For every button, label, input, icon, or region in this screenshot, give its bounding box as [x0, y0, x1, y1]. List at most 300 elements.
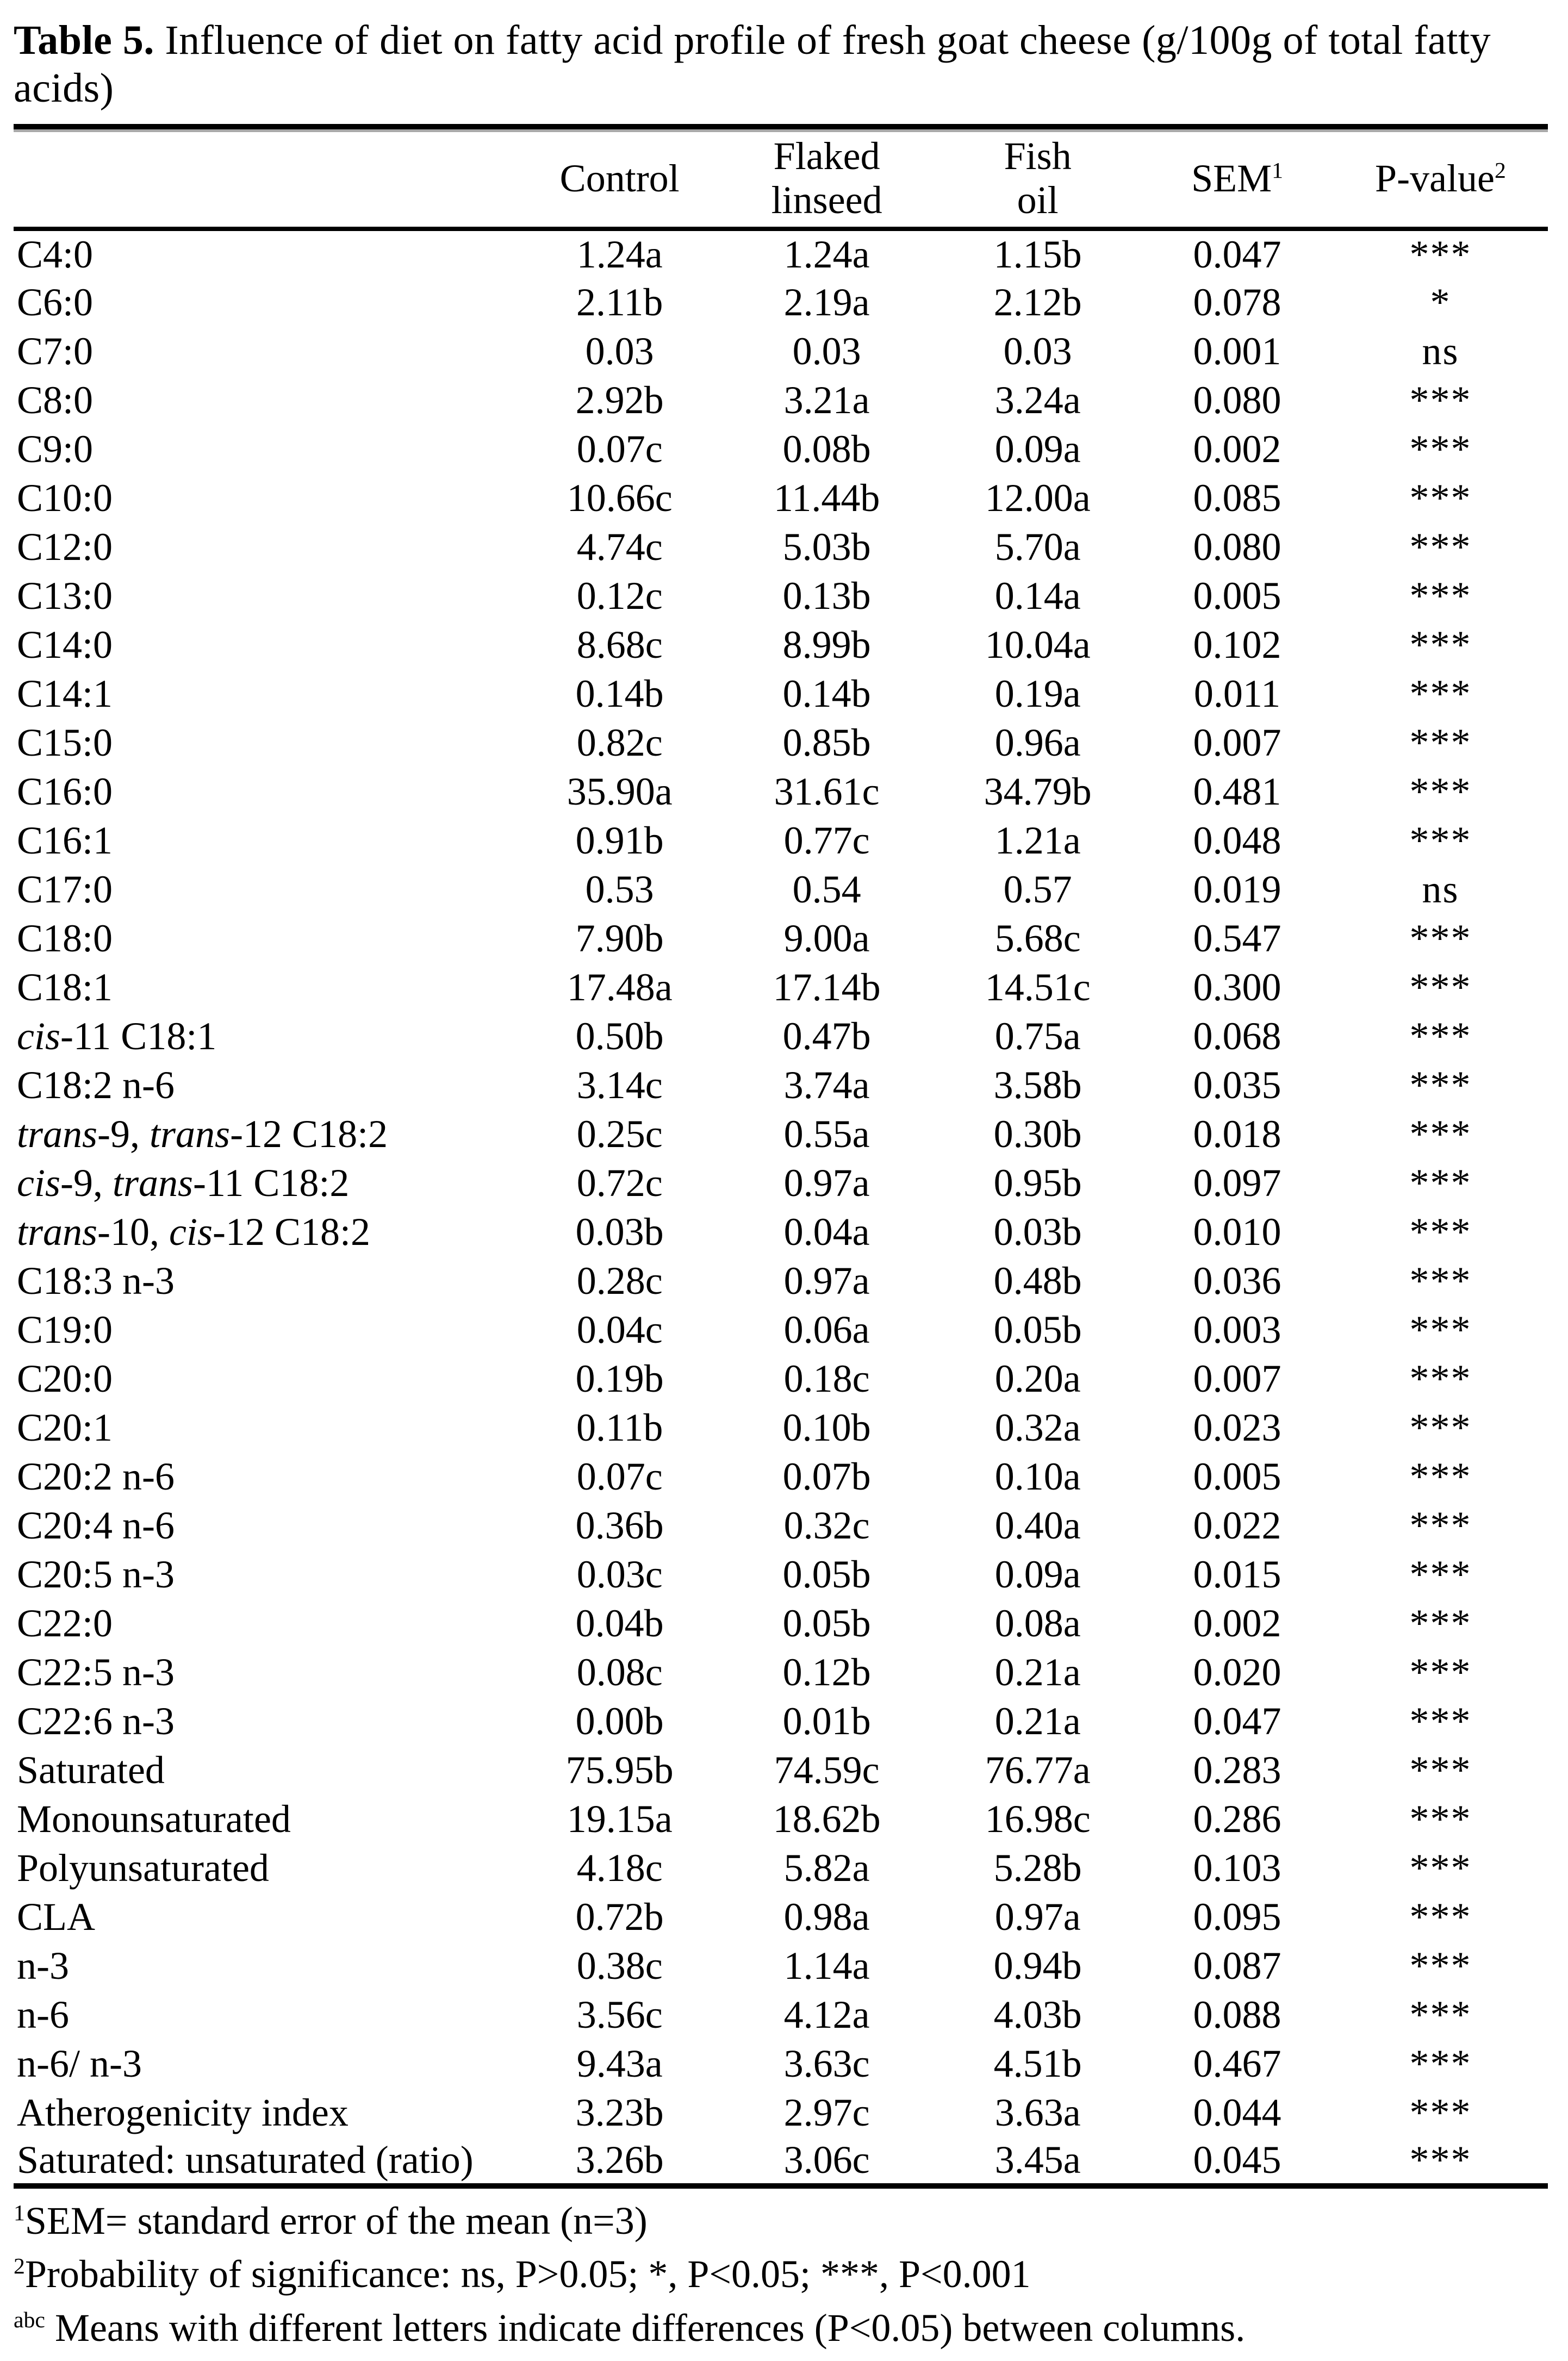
value-cell: 0.007 — [1193, 720, 1281, 764]
value-cell: 0.72b — [575, 1895, 664, 1939]
value-cell: 0.015 — [1193, 1552, 1281, 1596]
value-cell: 0.035 — [1193, 1063, 1281, 1107]
value-cell: 1.21a — [994, 818, 1081, 862]
value-cell: 0.48b — [993, 1259, 1082, 1303]
pvalue-cell: ns — [1422, 329, 1459, 373]
footnote-text: SEM= standard error of the mean (n=3) — [24, 2198, 648, 2242]
value-cell: 0.283 — [1193, 1748, 1281, 1792]
value-cell: 3.23b — [575, 2090, 664, 2134]
value-cell: 0.05b — [782, 1601, 871, 1645]
value-cell: 0.088 — [1193, 1992, 1281, 2036]
table-body — [14, 229, 1548, 2186]
table-row — [14, 474, 1548, 522]
value-cell: 0.97a — [994, 1895, 1081, 1939]
value-cell: 0.08b — [782, 427, 871, 471]
value-cell: 0.77c — [783, 818, 870, 862]
value-cell: 8.99b — [782, 622, 871, 666]
value-cell: 0.044 — [1193, 2090, 1281, 2134]
value-cell: 0.03 — [585, 329, 654, 373]
pvalue-cell: *** — [1409, 1552, 1472, 1596]
value-cell: 0.045 — [1193, 2138, 1281, 2182]
value-cell: 4.74c — [576, 525, 663, 569]
value-cell: 0.08c — [576, 1650, 663, 1694]
value-cell: 0.286 — [1193, 1797, 1281, 1841]
col-header-sem: SEM$^1$ — [1191, 156, 1283, 200]
col-header-p-value: P-value$^2$ — [1375, 156, 1506, 200]
value-cell: 0.18c — [783, 1356, 870, 1400]
table-row — [14, 522, 1548, 571]
value-cell: 0.087 — [1193, 1943, 1281, 1988]
value-cell: 0.13b — [782, 574, 871, 618]
pvalue-cell: *** — [1409, 1943, 1472, 1988]
value-cell: 0.96a — [994, 720, 1081, 764]
value-cell: 17.14b — [773, 965, 881, 1009]
value-cell: 0.019 — [1193, 867, 1281, 911]
row-label-cell: C18:3 n-3 — [17, 1259, 175, 1303]
value-cell: 19.15a — [567, 1797, 673, 1841]
footnote — [14, 2306, 1548, 2351]
pvalue-cell: *** — [1409, 1259, 1472, 1303]
value-cell: 1.15b — [993, 232, 1082, 276]
pvalue-cell: *** — [1409, 1992, 1472, 2036]
value-cell: 0.005 — [1193, 1454, 1281, 1498]
footnote-superscript: 2 — [14, 2254, 25, 2279]
value-cell: 3.26b — [575, 2138, 664, 2182]
value-cell: 2.11b — [576, 280, 663, 324]
row-label-cell: C20:2 n-6 — [17, 1454, 175, 1498]
value-cell: 0.036 — [1193, 1259, 1281, 1303]
value-cell: 2.97c — [783, 2090, 870, 2134]
pvalue-cell: *** — [1409, 1601, 1472, 1645]
value-cell: 0.07b — [782, 1454, 871, 1498]
pvalue-cell: *** — [1409, 1210, 1472, 1254]
table-header-row — [14, 132, 1548, 228]
value-cell: 0.06a — [783, 1307, 870, 1351]
table-row — [14, 1061, 1548, 1110]
value-cell: 0.010 — [1193, 1210, 1281, 1254]
value-cell: 0.001 — [1193, 329, 1281, 373]
row-label-cell: Saturated: unsaturated (ratio) — [17, 2138, 474, 2182]
col-header-fish-oil: Fish oil — [1004, 134, 1072, 222]
value-cell: 0.03b — [575, 1210, 664, 1254]
value-cell: 0.095 — [1193, 1895, 1281, 1939]
value-cell: 0.003 — [1193, 1307, 1281, 1351]
table-row — [14, 914, 1548, 963]
value-cell: 35.90a — [567, 769, 673, 813]
value-cell: 3.06c — [783, 2138, 870, 2182]
value-cell: 4.51b — [993, 2041, 1082, 2085]
value-cell: 34.79b — [984, 769, 1092, 813]
table-row — [14, 1110, 1548, 1158]
row-label-cell: C6:0 — [17, 280, 94, 324]
row-label-cell: C20:1 — [17, 1405, 113, 1449]
row-label-cell: CLA — [17, 1895, 95, 1939]
value-cell: 31.61c — [774, 769, 880, 813]
row-label-cell: n-6/ n-3 — [17, 2041, 142, 2085]
table-row — [14, 1012, 1548, 1061]
value-cell: 0.03c — [576, 1552, 663, 1596]
value-cell: 3.58b — [993, 1063, 1082, 1107]
value-cell: 11.44b — [773, 476, 880, 520]
table-row — [14, 620, 1548, 669]
value-cell: 0.022 — [1193, 1503, 1281, 1547]
value-cell: 0.97a — [783, 1259, 870, 1303]
value-cell: 0.98a — [783, 1895, 870, 1939]
value-cell: 0.09a — [994, 427, 1081, 471]
row-label-cell: n-3 — [17, 1943, 69, 1988]
col-header-control: Control — [559, 156, 680, 200]
table-row — [14, 2039, 1548, 2088]
table-row — [14, 1599, 1548, 1648]
value-cell: 0.32a — [994, 1405, 1081, 1449]
row-label-cell: trans-10, cis-12 C18:2 — [17, 1210, 371, 1254]
row-label-cell: C10:0 — [17, 476, 113, 520]
table-row — [14, 1501, 1548, 1550]
row-label-cell: C20:5 n-3 — [17, 1552, 175, 1596]
value-cell: 0.50b — [575, 1014, 664, 1058]
value-cell: 0.007 — [1193, 1356, 1281, 1400]
value-cell: 76.77a — [985, 1748, 1091, 1792]
value-cell: 0.97a — [783, 1161, 870, 1205]
table-row — [14, 425, 1548, 474]
value-cell: 0.078 — [1193, 280, 1281, 324]
value-cell: 0.080 — [1193, 378, 1281, 422]
pvalue-cell: *** — [1409, 1014, 1472, 1058]
value-cell: 0.53 — [585, 867, 654, 911]
value-cell: 3.45a — [994, 2138, 1081, 2182]
value-cell: 14.51c — [985, 965, 1091, 1009]
value-cell: 0.103 — [1193, 1846, 1281, 1890]
table-row — [14, 1452, 1548, 1501]
pvalue-cell: *** — [1409, 769, 1472, 813]
value-cell: 0.01b — [782, 1699, 871, 1743]
pvalue-cell: *** — [1409, 1063, 1472, 1107]
row-label-cell: C22:0 — [17, 1601, 113, 1645]
value-cell: 0.85b — [782, 720, 871, 764]
value-cell: 0.023 — [1193, 1405, 1281, 1449]
value-cell: 2.12b — [993, 280, 1082, 324]
table-row — [14, 327, 1548, 376]
value-cell: 0.07c — [576, 427, 663, 471]
value-cell: 0.14a — [994, 574, 1081, 618]
table-caption — [14, 16, 1548, 112]
row-label-cell: C14:0 — [17, 622, 113, 666]
value-cell: 0.011 — [1193, 671, 1281, 715]
row-label-cell: trans-9, trans-12 C18:2 — [17, 1112, 388, 1156]
table-row — [14, 865, 1548, 914]
row-label-cell: C22:5 n-3 — [17, 1650, 175, 1694]
pvalue-cell: *** — [1409, 2138, 1472, 2182]
value-cell: 0.05b — [782, 1552, 871, 1596]
value-cell: 0.47b — [782, 1014, 871, 1058]
value-cell: 5.03b — [782, 525, 871, 569]
table-row — [14, 376, 1548, 425]
table-row — [14, 571, 1548, 620]
value-cell: 0.005 — [1193, 574, 1281, 618]
value-cell: 0.08a — [994, 1601, 1081, 1645]
value-cell: 0.09a — [994, 1552, 1081, 1596]
table-caption-number: Table 5. — [14, 17, 154, 63]
pvalue-cell: *** — [1409, 622, 1472, 666]
table-row — [14, 1158, 1548, 1207]
pvalue-cell: *** — [1409, 232, 1472, 276]
row-label-cell: C18:0 — [17, 916, 113, 960]
value-cell: 1.24a — [783, 232, 870, 276]
value-cell: 0.20a — [994, 1356, 1081, 1400]
value-cell: 0.002 — [1193, 1601, 1281, 1645]
row-label-cell: Atherogenicity index — [17, 2090, 349, 2134]
table-row — [14, 2137, 1548, 2186]
row-label-cell: C17:0 — [17, 867, 113, 911]
table-row — [14, 963, 1548, 1012]
value-cell: 0.30b — [993, 1112, 1082, 1156]
table-row — [14, 1550, 1548, 1599]
pvalue-cell: *** — [1409, 1454, 1472, 1498]
value-cell: 0.14b — [782, 671, 871, 715]
row-label-cell: C13:0 — [17, 574, 113, 618]
row-label-cell: C7:0 — [17, 329, 94, 373]
row-label-cell: Saturated — [17, 1748, 165, 1792]
pvalue-cell: *** — [1409, 2090, 1472, 2134]
value-cell: 0.018 — [1193, 1112, 1281, 1156]
row-label-cell: C20:0 — [17, 1356, 113, 1400]
value-cell: 2.19a — [783, 280, 870, 324]
value-cell: 0.020 — [1193, 1650, 1281, 1694]
fatty-acid-table — [14, 132, 1548, 2188]
table-row — [14, 1697, 1548, 1746]
value-cell: 10.66c — [567, 476, 673, 520]
pvalue-cell: *** — [1409, 1405, 1472, 1449]
value-cell: 0.04b — [575, 1601, 664, 1645]
footnote-superscript: 1 — [14, 2200, 25, 2226]
value-cell: 0.05b — [993, 1307, 1082, 1351]
table-row — [14, 1941, 1548, 1990]
pvalue-cell: *** — [1409, 2041, 1472, 2085]
table-row — [14, 1990, 1548, 2039]
value-cell: 0.080 — [1193, 525, 1281, 569]
table-row — [14, 229, 1548, 278]
footnote — [14, 2198, 1548, 2244]
row-label-cell: C18:2 n-6 — [17, 1063, 175, 1107]
col-header-fatty-acid — [14, 132, 520, 228]
value-cell: 0.38c — [576, 1943, 663, 1988]
value-cell: 3.74a — [783, 1063, 870, 1107]
value-cell: 9.00a — [783, 916, 870, 960]
pvalue-cell: *** — [1409, 671, 1472, 715]
value-cell: 0.21a — [994, 1699, 1081, 1743]
value-cell: 0.32c — [783, 1503, 870, 1547]
value-cell: 0.72c — [576, 1161, 663, 1205]
value-cell: 5.82a — [783, 1846, 870, 1890]
pvalue-cell: *** — [1409, 720, 1472, 764]
row-label-cell: n-6 — [17, 1992, 69, 2036]
value-cell: 0.82c — [576, 720, 663, 764]
value-cell: 0.047 — [1193, 1699, 1281, 1743]
value-cell: 4.12a — [783, 1992, 870, 2036]
table-top-rule — [14, 124, 1548, 129]
value-cell: 0.102 — [1193, 622, 1281, 666]
header-superscript: 1 — [1272, 158, 1283, 183]
pvalue-cell: *** — [1409, 378, 1472, 422]
row-label-cell: Polyunsaturated — [17, 1846, 269, 1890]
pvalue-cell: *** — [1409, 476, 1472, 520]
value-cell: 0.25c — [576, 1112, 663, 1156]
pvalue-cell: *** — [1409, 525, 1472, 569]
table-row — [14, 1648, 1548, 1697]
value-cell: 0.11b — [576, 1405, 663, 1449]
pvalue-cell: *** — [1409, 1112, 1472, 1156]
table-row — [14, 1795, 1548, 1843]
value-cell: 74.59c — [774, 1748, 880, 1792]
pvalue-cell: *** — [1409, 574, 1472, 618]
pvalue-cell: *** — [1409, 1699, 1472, 1743]
pvalue-cell: ns — [1422, 867, 1459, 911]
value-cell: 5.70a — [994, 525, 1081, 569]
value-cell: 0.10b — [782, 1405, 871, 1449]
value-cell: 0.04a — [783, 1210, 870, 1254]
value-cell: 0.085 — [1193, 476, 1281, 520]
table-footnotes — [14, 2198, 1548, 2351]
value-cell: 3.63a — [994, 2090, 1081, 2134]
value-cell: 8.68c — [576, 622, 663, 666]
value-cell: 0.10a — [994, 1454, 1081, 1498]
value-cell: 0.00b — [575, 1699, 664, 1743]
value-cell: 0.547 — [1193, 916, 1281, 960]
value-cell: 0.12b — [782, 1650, 871, 1694]
table-row — [14, 1892, 1548, 1941]
value-cell: 0.047 — [1193, 232, 1281, 276]
table-row — [14, 1256, 1548, 1305]
table-row — [14, 669, 1548, 718]
row-label-cell: C16:0 — [17, 769, 113, 813]
table-row — [14, 1746, 1548, 1795]
value-cell: 0.04c — [576, 1307, 663, 1351]
value-cell: 0.55a — [783, 1112, 870, 1156]
row-label-cell: C4:0 — [17, 232, 94, 276]
pvalue-cell: *** — [1409, 1895, 1472, 1939]
pvalue-cell: *** — [1409, 965, 1472, 1009]
value-cell: 0.19b — [575, 1356, 664, 1400]
value-cell: 1.24a — [576, 232, 663, 276]
header-superscript: 2 — [1494, 158, 1506, 183]
footnote-text: Probability of significance: ns, P>0.05; *, P<0.05; ***, P<0.001 — [24, 2252, 1031, 2296]
table-row — [14, 718, 1548, 767]
table-caption-text: Influence of diet on fatty acid profile of fresh goat cheese (g/100g of total fatty acids) — [14, 17, 1491, 111]
pvalue-cell: *** — [1409, 1503, 1472, 1547]
value-cell: 0.91b — [575, 818, 664, 862]
value-cell: 16.98c — [985, 1797, 1091, 1841]
value-cell: 9.43a — [576, 2041, 663, 2085]
value-cell: 0.097 — [1193, 1161, 1281, 1205]
row-label-cell: C20:4 n-6 — [17, 1503, 175, 1547]
value-cell: 0.75a — [994, 1014, 1081, 1058]
value-cell: 0.07c — [576, 1454, 663, 1498]
pvalue-cell: *** — [1409, 1650, 1472, 1694]
pvalue-cell: *** — [1409, 1748, 1472, 1792]
value-cell: 0.300 — [1193, 965, 1281, 1009]
value-cell: 3.14c — [576, 1063, 663, 1107]
value-cell: 18.62b — [773, 1797, 881, 1841]
value-cell: 0.467 — [1193, 2041, 1281, 2085]
pvalue-cell: *** — [1409, 818, 1472, 862]
row-label-cell: C8:0 — [17, 378, 94, 422]
row-label-cell: C16:1 — [17, 818, 113, 862]
row-label-cell: C22:6 n-3 — [17, 1699, 175, 1743]
footnote-superscript: abc — [14, 2308, 45, 2333]
row-label-cell: C19:0 — [17, 1307, 113, 1351]
value-cell: 0.481 — [1193, 769, 1281, 813]
value-cell: 0.21a — [994, 1650, 1081, 1694]
value-cell: 12.00a — [985, 476, 1091, 520]
table-row — [14, 1354, 1548, 1403]
row-label-cell: Monounsaturated — [17, 1797, 291, 1841]
table-row — [14, 1305, 1548, 1354]
table-row — [14, 816, 1548, 865]
pvalue-cell: *** — [1409, 916, 1472, 960]
table-row — [14, 2088, 1548, 2137]
value-cell: 0.068 — [1193, 1014, 1281, 1058]
value-cell: 10.04a — [985, 622, 1091, 666]
value-cell: 0.54 — [792, 867, 861, 911]
table-row — [14, 767, 1548, 816]
value-cell: 3.56c — [576, 1992, 663, 2036]
value-cell: 4.18c — [576, 1846, 663, 1890]
value-cell: 0.048 — [1193, 818, 1281, 862]
row-label-cell: C18:1 — [17, 965, 113, 1009]
value-cell: 75.95b — [565, 1748, 674, 1792]
pvalue-cell: *** — [1409, 1356, 1472, 1400]
row-label-cell: C12:0 — [17, 525, 113, 569]
value-cell: 4.03b — [993, 1992, 1082, 2036]
value-cell: 0.40a — [994, 1503, 1081, 1547]
row-label-cell: cis-9, trans-11 C18:2 — [17, 1161, 350, 1205]
table-row — [14, 1207, 1548, 1256]
pvalue-cell: * — [1430, 280, 1451, 324]
table-row — [14, 1403, 1548, 1452]
value-cell: 0.95b — [993, 1161, 1082, 1205]
col-header-flaked-linseed: Flaked linseed — [771, 134, 882, 222]
value-cell: 0.28c — [576, 1259, 663, 1303]
value-cell: 0.03 — [1003, 329, 1072, 373]
value-cell: 3.21a — [783, 378, 870, 422]
value-cell: 17.48a — [567, 965, 673, 1009]
value-cell: 0.12c — [576, 574, 663, 618]
value-cell: 2.92b — [575, 378, 664, 422]
value-cell: 0.19a — [994, 671, 1081, 715]
value-cell: 0.94b — [993, 1943, 1082, 1988]
value-cell: 0.03 — [792, 329, 861, 373]
footnote — [14, 2252, 1548, 2297]
row-label-cell: cis-11 C18:1 — [17, 1014, 217, 1058]
pvalue-cell: *** — [1409, 427, 1472, 471]
value-cell: 3.24a — [994, 378, 1081, 422]
value-cell: 3.63c — [783, 2041, 870, 2085]
value-cell: 0.002 — [1193, 427, 1281, 471]
footnote-text: Means with different letters indicate differences (P<0.05) between columns. — [45, 2306, 1246, 2350]
table-row — [14, 278, 1548, 327]
value-cell: 5.68c — [994, 916, 1081, 960]
value-cell: 0.57 — [1003, 867, 1072, 911]
row-label-cell: C9:0 — [17, 427, 94, 471]
value-cell: 0.03b — [993, 1210, 1082, 1254]
value-cell: 5.28b — [993, 1846, 1082, 1890]
row-label-cell: C14:1 — [17, 671, 113, 715]
value-cell: 0.14b — [575, 671, 664, 715]
row-label-cell: C15:0 — [17, 720, 113, 764]
table-row — [14, 1843, 1548, 1892]
pvalue-cell: *** — [1409, 1846, 1472, 1890]
pvalue-cell: *** — [1409, 1307, 1472, 1351]
